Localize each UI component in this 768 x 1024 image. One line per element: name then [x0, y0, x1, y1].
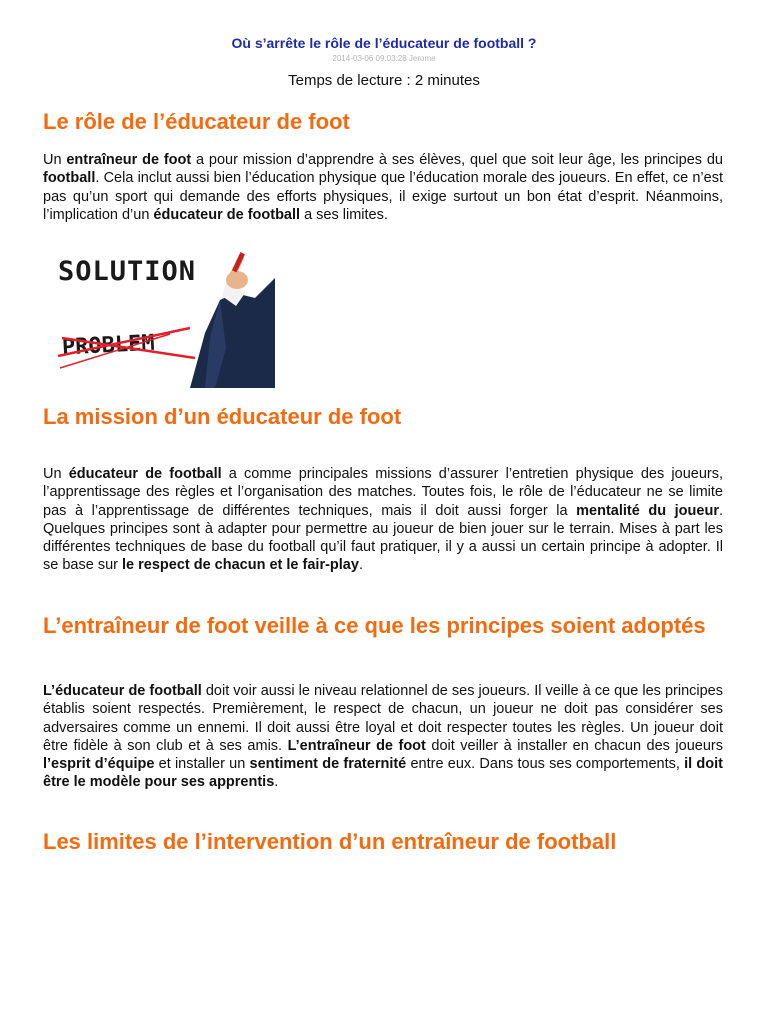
text-run: Un	[43, 466, 69, 482]
document-title: Où s’arrête le rôle de l’éducateur de football ?	[231, 35, 537, 51]
illustration-graphic	[40, 238, 275, 388]
illustration-word-problem: PROBLEM	[61, 330, 156, 361]
document-meta: 2014-03-06 09:03:28 Jerome	[332, 54, 436, 63]
text-run: . Quelques principes sont à adapter pour permettre au joueur de bien jouer sur le terrain. Mises à part les différentes techniques de base du football qu’il faut pratiquer, il y a aussi un certain principe à adopter. Il se base sur	[43, 502, 723, 574]
solution-problem-illustration	[40, 238, 275, 388]
text-run: a comme principales missions d’assurer l’entretien physique des joueurs, l’apprentissage des règles et l’organisation des matches. Toutes fois, le rôle de l’éducateur ne se limite pas à l’apprentissage de différentes techniques, mais il doit aussi forger la	[43, 466, 723, 519]
text-run: .	[274, 774, 279, 791]
bold-text-run: il doit être le modèle pour ses apprentis	[43, 756, 723, 791]
bold-text-run: football	[43, 170, 96, 187]
text-run: Un	[43, 152, 67, 168]
text-run: a pour mission d’apprendre à ses élèves, quel que soit leur âge, les principes du	[191, 152, 723, 168]
text-run: entre eux. Dans tous ses comportements,	[406, 756, 685, 773]
text-run: . Cela inclut aussi bien l’éducation physique que l’éducation morale des joueurs. En effet, ce n’est pas qu’un sport qui demande des efforts physiques, il exige surtout un bon état d’esprit. Néanmoins, l’implication d’un	[43, 170, 723, 223]
reading-time: Temps de lecture : 2 minutes	[288, 72, 480, 89]
text-run: .	[358, 557, 363, 574]
section-heading-role: Le rôle de l’éducateur de foot	[43, 109, 350, 134]
section-paragraph-principles	[43, 682, 723, 792]
bold-text-run: éducateur de football	[153, 206, 301, 223]
bold-text-run: éducateur de football	[68, 466, 222, 482]
section-heading-mission: La mission d’un éducateur de foot	[43, 404, 402, 429]
bold-text-run: L’éducateur de football	[43, 683, 202, 699]
bold-text-run: mentalité du joueur	[576, 502, 719, 519]
text-run: a ses limites.	[300, 206, 388, 223]
section-paragraph-role	[43, 151, 723, 224]
section-heading-principles: L’entraîneur de foot veille à ce que les principes soient adoptés	[43, 613, 706, 638]
bold-text-run: l’esprit d’équipe	[43, 756, 155, 773]
bold-text-run: le respect de chacun et le fair-play	[122, 557, 359, 574]
text-run: et installer un	[154, 756, 250, 773]
section-paragraph-mission	[43, 465, 723, 575]
bold-text-run: L’entraîneur de foot	[287, 737, 426, 754]
bold-text-run: entraîneur de foot	[66, 152, 192, 168]
text-run: doit veiller à installer en chacun des joueurs	[425, 737, 723, 754]
bold-text-run: sentiment de fraternité	[249, 756, 407, 773]
text-run: doit voir aussi le niveau relationnel de ses joueurs. Il veille à ce que les principes établis soient respectés. Premièrement, le respect de chacun, un joueur ne doit pas considérer ses adversaires comme un ennemi. Il doit aussi être loyal et doit respecter toutes les règles. Un joueur doit être fidèle à son club et à ses amis.	[43, 683, 723, 754]
illustration-word-solution: SOLUTION	[58, 256, 197, 287]
section-heading-limits: Les limites de l’intervention d’un entraîneur de football	[43, 829, 617, 854]
